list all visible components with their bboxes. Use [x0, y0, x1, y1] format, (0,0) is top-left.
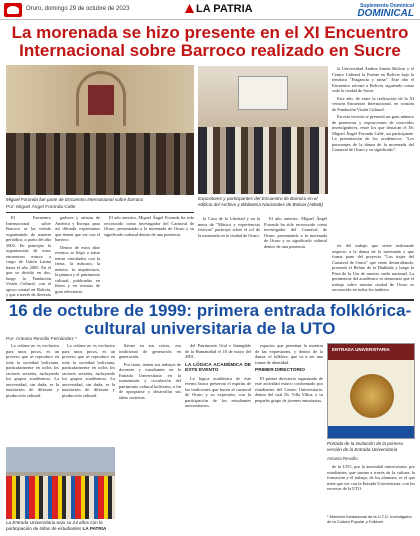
article1-column-4	[198, 216, 260, 297]
article2-byline: Por: Antonio Revollo Fernández *	[6, 337, 77, 342]
article1-photo-left-caption: Miguel Foronda fue parte de Encuentro Internacional sobre barroco	[6, 197, 144, 202]
article2-subhead: PRIMER DIRECTORIO	[255, 368, 306, 373]
paragraph: En esta versión se presentó un gran número de ponencias y exposiciones de conocidos investigadores, entre los que destacan el Dr. Miguel Ángel Foronda Calle, un participante. La presentación de los académicos, "Los personajes de la danza de la morenada del Carnaval de Oruro y su significado".	[332, 114, 414, 152]
newspaper-badge-icon	[4, 3, 22, 17]
article1-column-3	[332, 66, 414, 241]
article1-column-2b	[104, 215, 194, 297]
logo-mark-icon	[185, 4, 194, 13]
photo-credit: LA PATRIA	[82, 525, 107, 531]
paragraph: Este año, de entre la realización de la XI versión Encuentro Internacional, en ocasión de Fundación Visión Cultural.	[332, 95, 414, 112]
masthead	[0, 0, 420, 20]
paragraph: espacios que permitan la muestra de las expresiones, y dentro de la danza, el folklore, que va a ser una forma de identidad.	[255, 343, 323, 365]
article1-column-4b	[264, 216, 327, 297]
article2-column-4	[185, 343, 251, 519]
paragraph: El año anterior, Miguel Ángel Foronda ha sido reconocido como investigador del Carnaval de Oruro, presentando a la morenada de Oruro y su significado cultural dentro de una ponencia.	[264, 216, 327, 249]
paragraph: llevan en sus raíces, esa tradicional de generación en generación.	[119, 343, 181, 359]
article1-headline: La morenada se hizo presente en el XI Encuentro Internacional sobre Barroco realizado en Sucre	[11, 23, 409, 60]
caption-text: La Entrada Universitaria tuvo su 24 años con la participación de trillas de estudiantes	[6, 520, 103, 531]
section-label-top: Suplemento Dominical	[360, 3, 414, 9]
invitation-poster	[327, 343, 415, 439]
paragraph: Por tanto, tienen sus trabajos de docentes y estudiantes en la Entrada Universitaria en la transmisión y circulación del patrimonio cultural boliviano, a fin de apropiarse y desarrollar sus ideas creativas.	[119, 361, 181, 400]
paragraph: El año anterior, Miguel Ángel Foronda ha sido reconocido como investigador del Carnaval de Oruro, presentando a la morenada de Oruro y su significado cultural dentro de una ponencia.	[104, 215, 194, 237]
poster-caption: Portada de la invitación de la primera versión de la Entrada Universitaria	[327, 441, 403, 452]
paragraph: la Universidad Andina Simón Bolívar y el Centro Cultural la Fuente en Bolivia bajo la temática "Fragancia y ruina". Este año el Encuentro retornó a Bolivia, siguiendo como sede la ciudad de Sucre.	[332, 66, 414, 93]
paragraph: del Patrimonio Oral e Intangible de la Humanidad el 18 de mayo del 2001.	[185, 343, 251, 359]
paragraph: ter del trabajo que viene realizando respecto a la danza de la morenada y que forma parte del proyecto "Los trajes del Carnaval de Oruro" que viene desarrollando, presentó el Relato de la Diablada y luego la Pista de la Ura de nuestro suelo nacional. La pertinencia del académico es demostrar que el trabajo sobre nuestra ciudad de Oruro es reconocido en todos los ámbitos.	[332, 243, 414, 292]
article2-column-1	[6, 343, 59, 435]
paragraph: El primer directorio organizado de este actividad estuvo conformado por estudiantes del Centro Universitario, dentro del cual Dr. Villa Villca, y su pequeño grupo de jóvenes entusiastas.	[255, 375, 323, 403]
newspaper-logo	[185, 3, 253, 15]
edition-date: Oruro, domingo 29 de octubre de 2023	[26, 6, 130, 12]
article1-byline: Por: Miguel Ángel Foronda Calle	[6, 205, 76, 210]
paragraph: La lógica académica de este evento busca preservar el espíritu de las tradiciones que hacen al carnaval de Oruro y su expresión, con la participación de los estudiantes universitarios.	[185, 375, 251, 408]
article2-column-5	[255, 343, 323, 519]
paragraph: de la UTO, por la autoridad universitaria, por estudiantes, que suman a través de la cultura, la formación y el trabajo, de los alumnos, es el que tiene que ver con la Entrada Universitaria, con los recursos de la UTO.	[327, 464, 415, 491]
footnote: * Miembro fundacional de la U.T.O. Investigador de la Cultura Popular y Folklore.	[327, 514, 412, 524]
paragraph: gadores y artistas de América y Europa, para así difundir expresiones que tienen que ver con el barroco.	[55, 215, 100, 242]
paragraph: El Encuentro Internacional sobre Barroco se ha venido organizando de manera periódica, a partir del año 2002. En principio la organización de estos encuentros estuvo a cargo de Unión Latina hasta el año 2005. En el que se dividió en dos, luego la Fundación Visión Cultural, con el apoyo estatal en Bolivia, y que a través de diversas	[6, 215, 51, 297]
article2-column-2	[62, 343, 115, 443]
article1-photo-right-caption: Expositores y participantes del Encuentro de Barroco en el edificio del Archivo y Biblioteca Nacionales de Bolivia (ABNB)	[198, 196, 323, 207]
article2-photo-caption	[6, 520, 115, 531]
article2-column-3	[119, 343, 181, 519]
article2-photo	[6, 447, 115, 519]
paragraph: la Casa de la Libertad y en la mesa de "Música y experiencias festivas" participó sobre el rol de la morenada en la ciudad de Oruro.	[198, 216, 260, 238]
poster-title: ENTRADA UNIVERSITARIA	[332, 347, 390, 352]
article1-photo-left	[6, 65, 194, 195]
newspaper-logo-text: LA PATRIA	[196, 3, 253, 15]
poster-emblem-icon	[350, 374, 394, 418]
paragraph: La cultura no es exclusiva para unos pocos, es un proceso que se reproduce en toda la sociedad boliviana, particularmente en todos los sectores sociales, incluyendo los grupos académicos. La universidad, sin duda, es la institución de difusión y producción cultural.	[6, 343, 59, 398]
article1-photo-right	[198, 66, 328, 194]
section-label	[357, 3, 414, 19]
article1-column-2	[55, 215, 100, 297]
paragraph: Dentro de estos diez eventos se llegó a tratar temas vinculados con la fiesta, la máscara, la música, la arquitectura, la pintura y el patrimonio cultural, publicadas en libros y en revistas de gran relevancia.	[55, 244, 100, 294]
article2-subhead: LA LÓGICA ACADÉMICA DE ESTE EVENTO	[185, 362, 251, 373]
section-label-name: DOMINICAL	[357, 8, 414, 19]
article2-byline-right: Antonio Revollo	[327, 456, 358, 461]
article1-column-5	[332, 243, 414, 297]
article1-column-1	[6, 215, 51, 297]
divider	[6, 212, 194, 213]
article2-headline: 16 de octubre de 1999: primera entrada folklórica-cultural universitaria de la UTO	[8, 301, 412, 338]
article2-column-6	[327, 464, 415, 512]
paragraph: La cultura no es exclusiva para unos pocos, es un proceso que se reproduce en toda la sociedad boliviana, particularmente en todos los sectores sociales, incluyendo los grupos académicos. La universidad, sin duda, es la institución de difusión y producción cultural.	[62, 343, 115, 398]
